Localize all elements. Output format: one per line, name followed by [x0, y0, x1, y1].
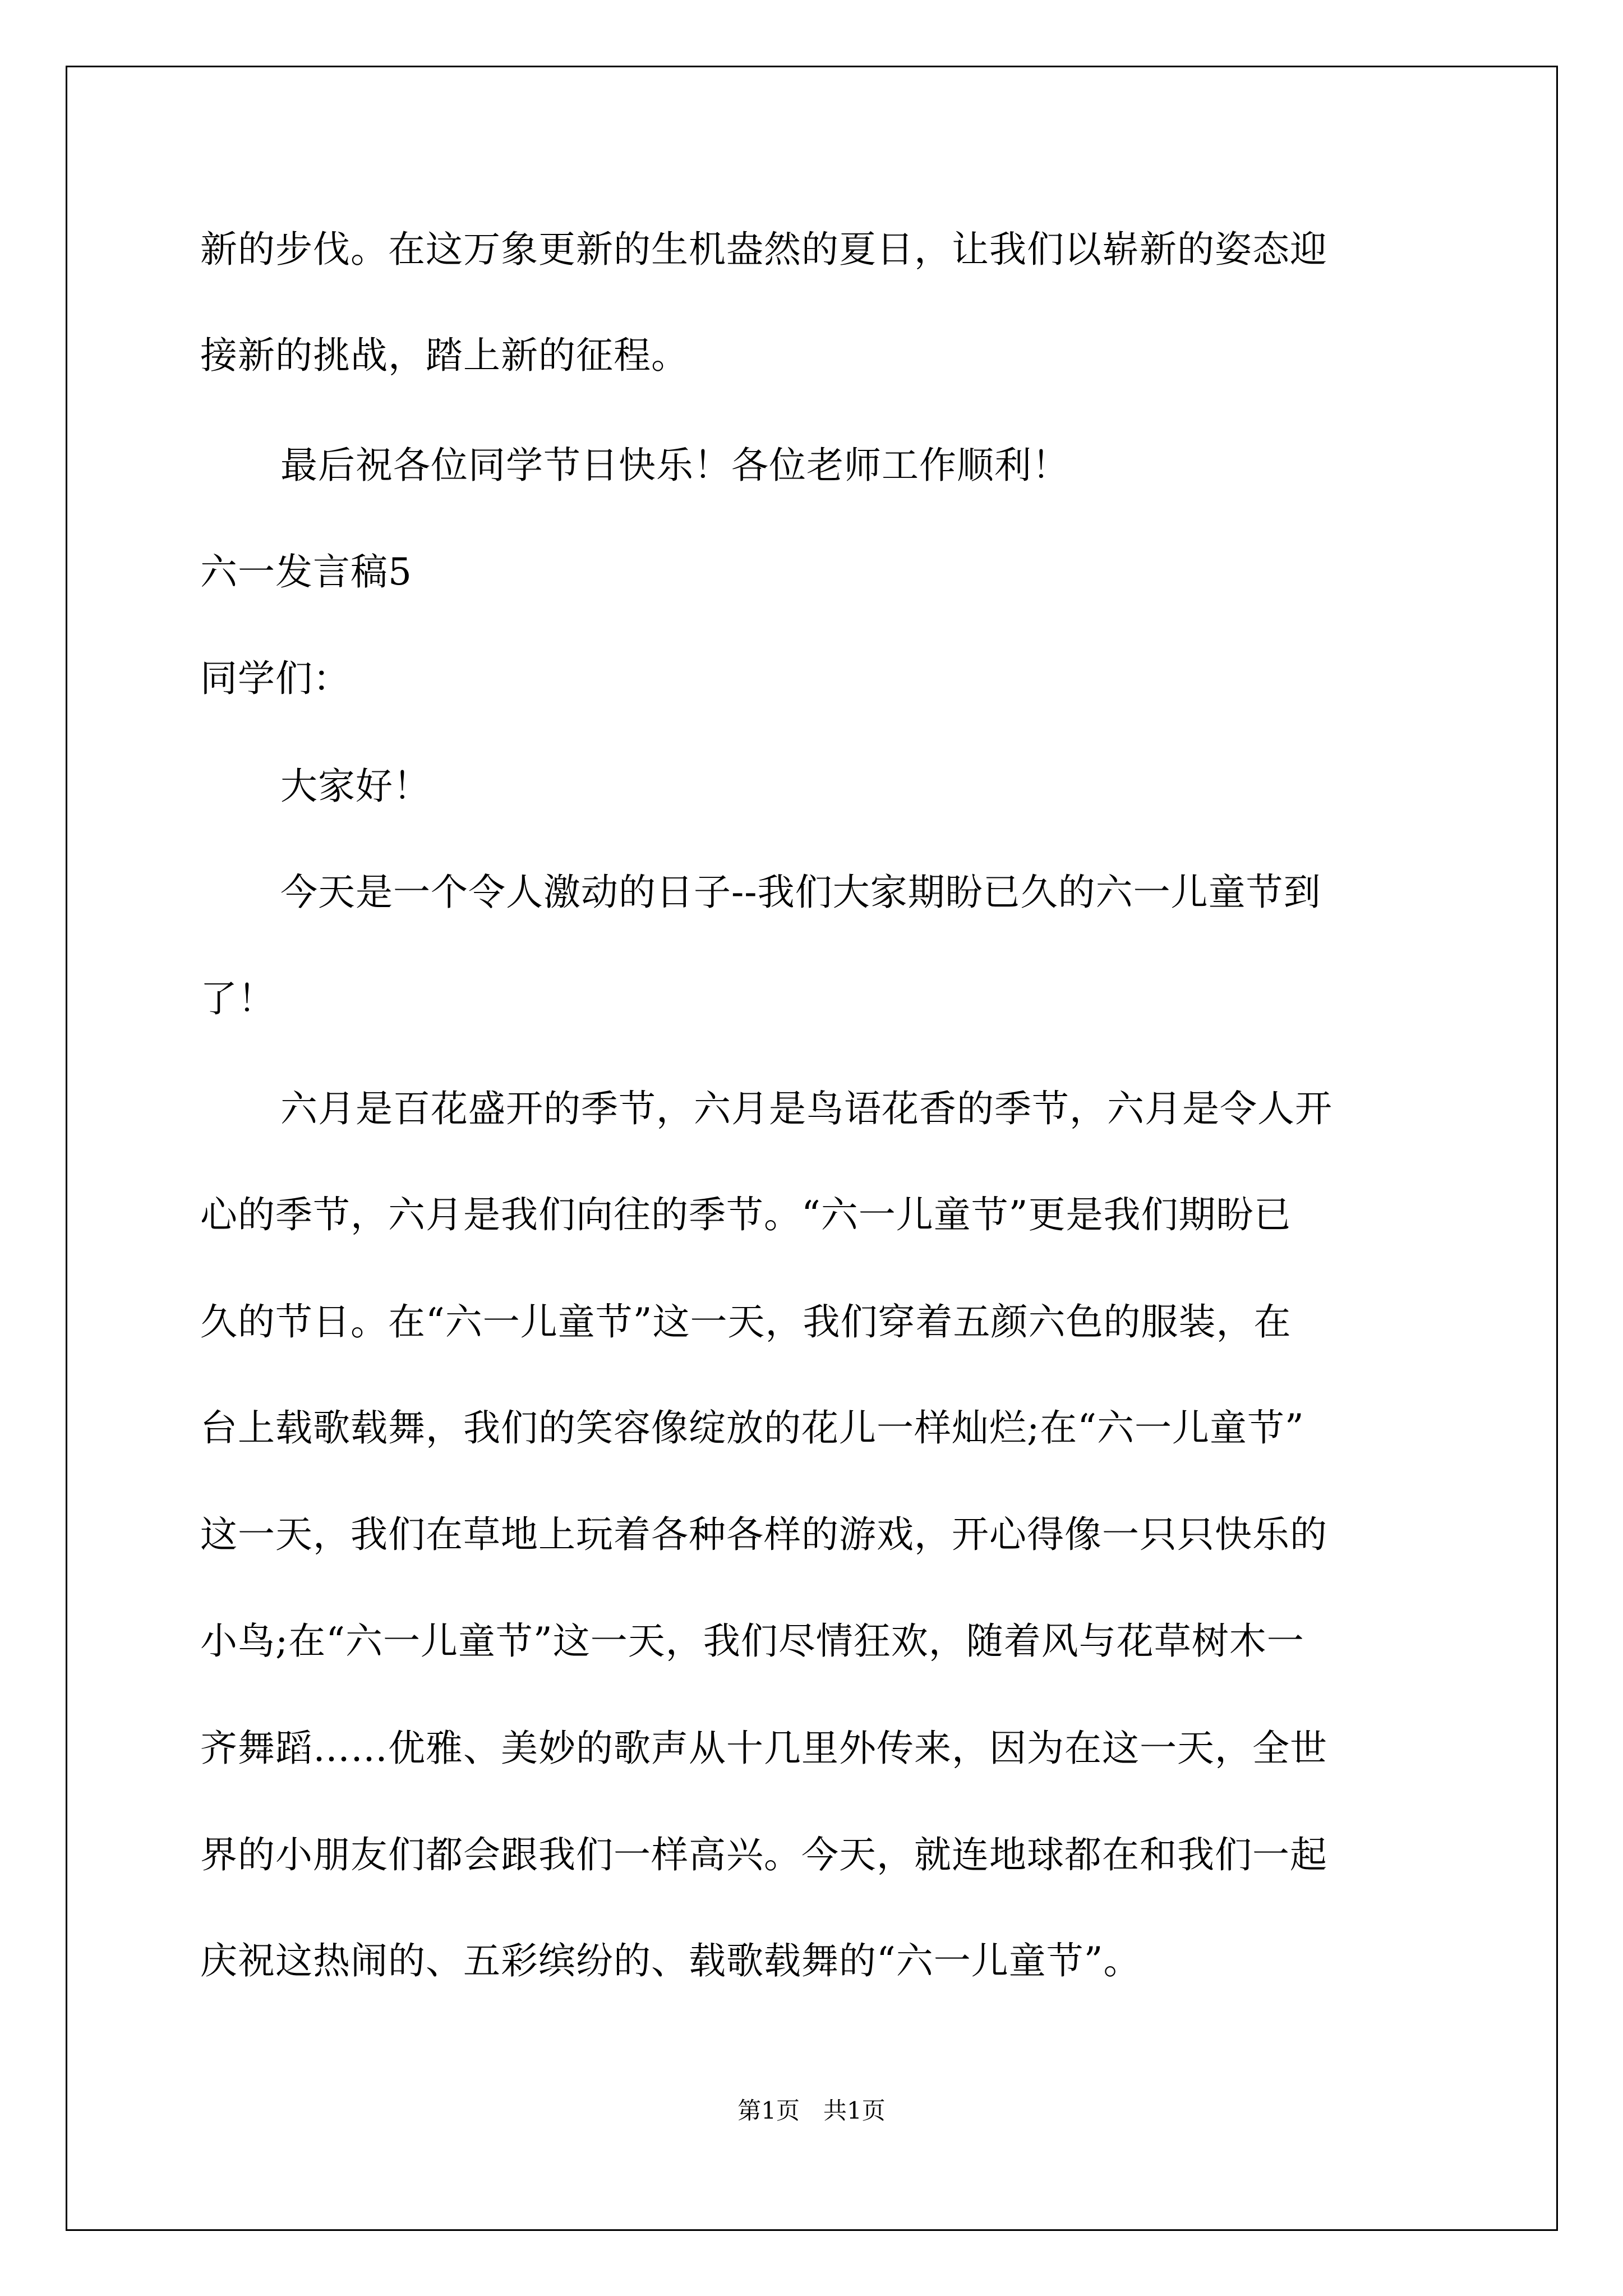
page-border	[66, 66, 1558, 2231]
paragraph-line: 小鸟;在“六一儿童节”这一天，我们尽情狂欢，随着风与花草树木一	[200, 1619, 1304, 1663]
section-title: 六一发言稿5	[200, 550, 412, 593]
paragraph-line: 齐舞蹈……优雅、美妙的歌声从十几里外传来，因为在这一天，全世	[200, 1727, 1327, 1770]
paragraph-line: 界的小朋友们都会跟我们一样高兴。今天，就连地球都在和我们一起	[200, 1833, 1327, 1876]
closing-wishes: 最后祝各位同学节日快乐！各位老师工作顺利！	[280, 444, 1069, 487]
paragraph-line: 新的步伐。在这万象更新的生机盎然的夏日，让我们以崭新的姿态迎	[200, 228, 1327, 271]
paragraph-line: 今天是一个令人激动的日子--我们大家期盼已久的六一儿童节到	[280, 871, 1321, 914]
paragraph-line: 庆祝这热闹的、五彩缤纷的、载歌载舞的“六一儿童节”。	[200, 1939, 1141, 1982]
paragraph-line: 六月是百花盛开的季节，六月是鸟语花香的季节，六月是令人开	[280, 1087, 1332, 1130]
paragraph-line: 台上载歌载舞，我们的笑容像绽放的花儿一样灿烂;在“六一儿童节”	[200, 1406, 1304, 1450]
salutation: 同学们：	[200, 657, 351, 700]
paragraph-line: 这一天，我们在草地上玩着各种各样的游戏，开心得像一只只快乐的	[200, 1513, 1327, 1556]
paragraph-line: 久的节日。在“六一儿童节”这一天，我们穿着五颜六色的服装，在	[200, 1300, 1292, 1343]
paragraph-line: 接新的挑战，踏上新的征程。	[200, 334, 689, 377]
paragraph-line: 了！	[200, 977, 275, 1020]
paragraph-line: 心的季节，六月是我们向往的季节。“六一儿童节”更是我们期盼已	[200, 1193, 1292, 1236]
page-number-footer: 第1页 共1页	[737, 2097, 886, 2124]
greeting: 大家好！	[280, 765, 431, 808]
